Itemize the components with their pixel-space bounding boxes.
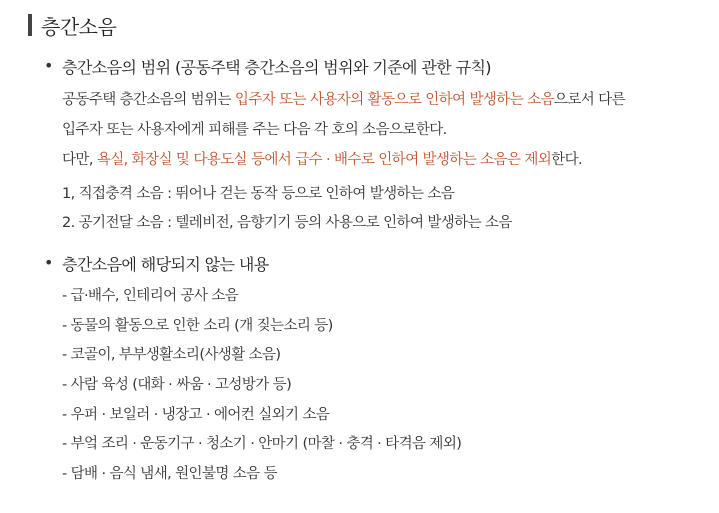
page-title: 층간소음 [41,14,117,39]
section1-paragraph-1 [62,88,625,109]
list-item: 1, 직접충격 소음 : 뛰어나 걷는 동작 등으로 인하여 발생하는 소음 [62,186,455,202]
list-item: - 사람 육성 (대화 · 싸움 · 고성방가 등) [62,377,292,393]
title-accent-bar [28,14,32,36]
section2-heading: 층간소음에 해당되지 않는 내용 [62,255,269,274]
section1-paragraph-3 [62,148,582,169]
para3-text-a: 다만, [62,152,97,168]
list-item: - 코골이, 부부생활소리(사생활 소음) [62,347,281,363]
list-item: - 부엌 조리 · 운동기구 · 청소기 · 안마기 (마찰 · 충격 · 타격음 제외) [62,436,462,452]
page-title-row [28,10,116,40]
section1-heading: 층간소음의 범위 (공동주택 층간소음의 범위와 기준에 관한 규칙) [62,58,491,77]
list-item: - 동물의 활동으로 인한 소리 (개 짖는소리 등) [62,318,333,334]
para1-text-a: 공동주택 층간소음의 범위는 [62,92,235,108]
para3-highlight: 욕실, 화장실 및 다용도실 등에서 급수 · 배수로 인하여 발생하는 소음은 제외 [96,152,552,168]
bullet-icon: • [44,56,54,75]
bullet-icon: • [44,253,54,272]
para1-text-b: 으로서 다른 [553,92,625,108]
list-item: - 담배 · 음식 냄새, 원인불명 소음 등 [62,466,278,482]
para1-highlight: 입주자 또는 사용자의 활동으로 인하여 발생하는 소음 [234,92,554,108]
list-item: 2. 공기전달 소음 : 텔레비전, 음향기기 등의 사용으로 인하여 발생하는 소음 [62,215,512,231]
list-item: - 급·배수, 인테리어 공사 소음 [62,288,239,304]
section1-paragraph-2: 입주자 또는 사용자에게 피해를 주는 다음 각 호의 소음으로한다. [62,122,447,138]
list-item: - 우퍼 · 보일러 · 냉장고 · 에어컨 실외기 소음 [62,407,330,423]
para3-text-b: 한다. [551,152,582,168]
